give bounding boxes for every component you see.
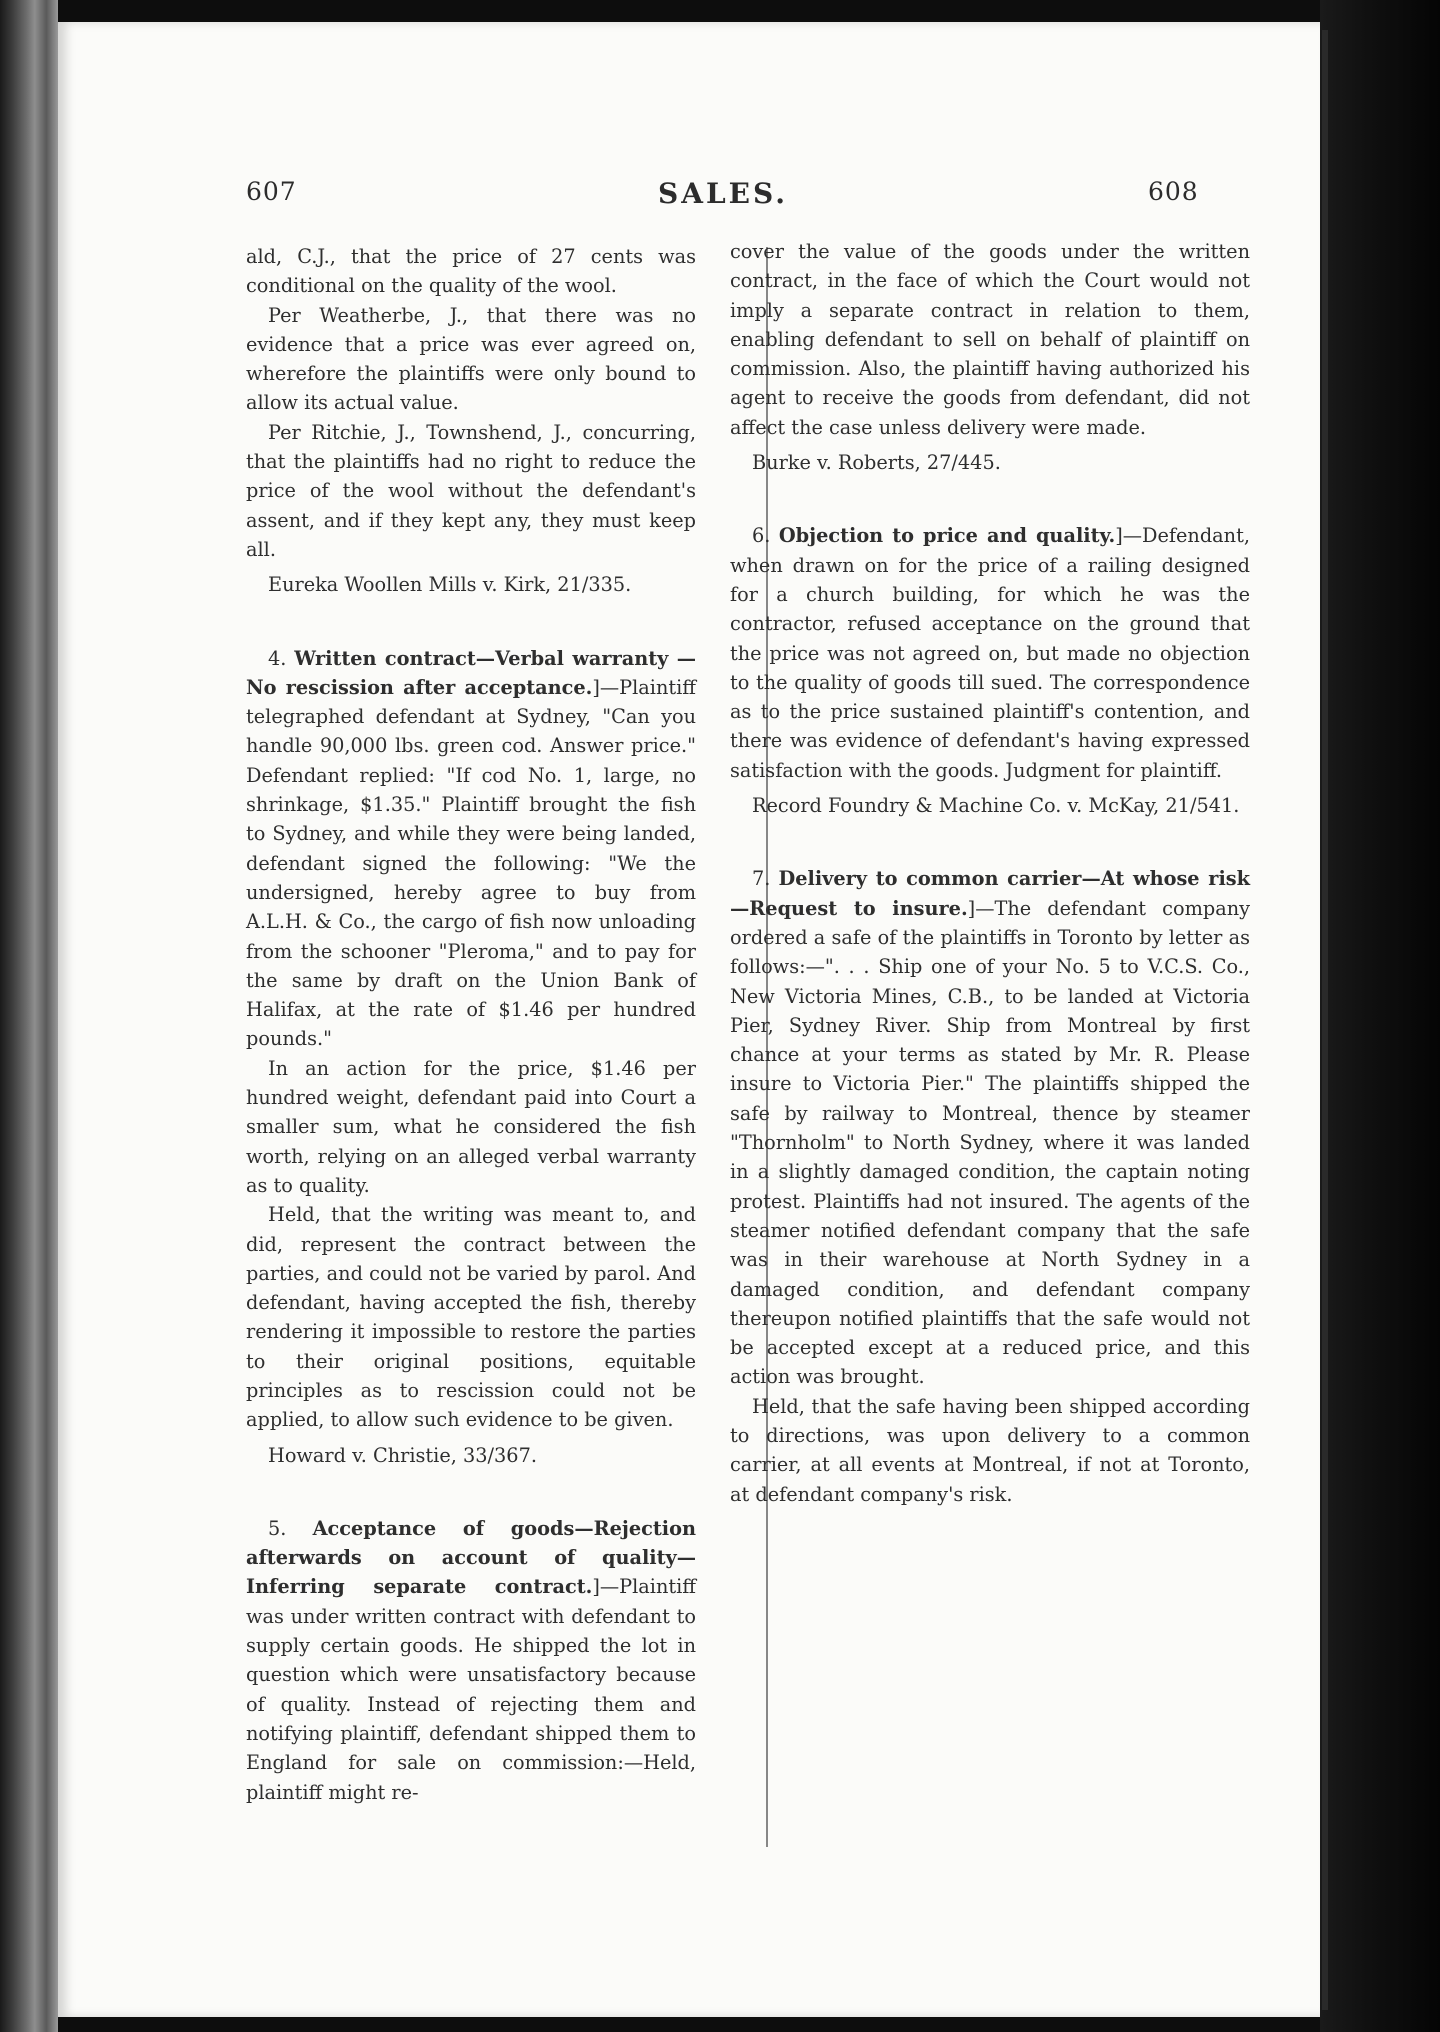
case-heading: Acceptance of goods—Rejection afterwards on account of quality—Inferring separate contract.: [246, 1516, 696, 1599]
case-entry: [730, 521, 1250, 785]
paragraph: cover the value of the goods under the written contract, in the face of which the Court would not imply a separate contract in relation to them, enabling defendant to sell on behalf of plaintiff on commission. Also, the plaintiff having authorized his agent to receive the goods from defendant, did not affect the case unless delivery were made.: [730, 240, 1250, 439]
case-body: ]—Defendant, when drawn on for the price of a railing designed for a church building, for which he was the contractor, refused acceptance on the ground that the price was not agreed on, but made no objection to the quality of goods till sued. The correspondence as to the price sustained plaintiff's contention, and there was evidence of defendant's having expressed satisfaction with the goods. Judgment for plaintiff.: [730, 524, 1250, 782]
book-page: [58, 22, 1320, 2017]
case-number: 5.: [268, 1516, 287, 1540]
case-citation: Record Foundry & Machine Co. v. McKay, 21/541.: [752, 794, 1240, 818]
case-number: 4.: [268, 646, 287, 670]
case-entry: [246, 1514, 696, 1807]
case-entry: [730, 864, 1250, 1391]
case-heading: Objection to price and quality.: [778, 524, 1116, 548]
held-paragraph: Held, that the safe having been shipped according to directions, was upon delivery to a common carrier, at all events at Montreal, if not at Toronto, at defendant company's risk.: [730, 1394, 1250, 1506]
case-entry: [246, 644, 696, 1054]
page-number-left: 607: [246, 177, 297, 206]
left-column: [246, 242, 696, 1807]
case-number: 7.: [752, 867, 771, 891]
case-number: 6.: [752, 524, 771, 548]
case-heading: Written contract—Verbal warranty —No rescission after acceptance.: [246, 646, 696, 699]
paragraph: In an action for the price, $1.46 per hundred weight, defendant paid into Court a smaller sum, what he considered the fish worth, relying on an alleged verbal warranty as to quality.: [246, 1056, 696, 1197]
case-body: ]—The defendant company ordered a safe of the plaintiffs in Toronto by letter as follows:—". . . Ship one of your No. 5 to V.C.S. Co., New Victoria Mines, C.B., to be landed at Victoria Pier, Sydney River. Ship from Montreal by first chance at your terms as stated by Mr. R. Please insure to Victoria Pier." The plaintiffs shipped the safe by railway to Montreal, thence by steamer "Thornholm" to North Sydney, where it was landed in a slightly damaged condition, the captain noting protest. Plaintiffs had not insured. The agents of the steamer notified defendant company that the safe was in their warehouse at North Sydney in a damaged condition, and defendant company thereupon notified plaintiffs that the safe would not be accepted except at a reduced price, and this action was brought.: [730, 896, 1250, 1389]
case-heading: Delivery to common carrier—At whose risk—Request to insure.: [730, 867, 1250, 920]
book-spine: [0, 0, 58, 2032]
case-body: ]—Plaintiff telegraphed defendant at Sydney, "Can you handle 90,000 lbs. green cod. Answer price." Defendant replied: "If cod No. 1, large, no shrinkage, $1.35." Plaintiff brought the fish to Sydney, and while they were being landed, defendant signed the following: "We the undersigned, hereby agree to buy from A.L.H. & Co., the cargo of fish now unloading from the schooner "Pleroma," and to pay for the same by draft on the Union Bank of Halifax, at the rate of $1.46 per hundred pounds.": [246, 675, 696, 1051]
page-number-right: 608: [1148, 177, 1199, 206]
case-body: ]—Plaintiff was under written contract with defendant to supply certain goods. He shipped the lot in question which were unsatisfactory because of quality. Instead of rejecting them and notifying plaintiff, defendant shipped them to England for sale on commission:—Held, plaintiff might re-: [246, 1575, 696, 1804]
paragraph: Per Weatherbe, J., that there was no evidence that a price was ever agreed on, wherefore the plaintiffs were only bound to allow its actual value.: [246, 303, 696, 415]
case-citation: Eureka Woollen Mills v. Kirk, 21/335.: [268, 573, 632, 597]
held-paragraph: Held, that the writing was meant to, and did, represent the contract between the parties, and could not be varied by parol. And defendant, having accepted the fish, thereby rendering it impossible to restore the parties to their original positions, equitable principles as to rescission could not be applied, to allow such evidence to be given.: [246, 1203, 696, 1432]
page-gutter: [1322, 30, 1328, 2010]
facing-page-edge: [1320, 0, 1440, 2032]
paragraph: Per Ritchie, J., Townshend, J., concurring, that the plaintiffs had no right to reduce the price of the wool without the defendant's assent, and if they kept any, they must keep all.: [246, 420, 696, 561]
paragraph: ald, C.J., that the price of 27 cents was conditional on the quality of the wool.: [246, 245, 696, 298]
right-column: [730, 237, 1250, 1509]
case-citation: Howard v. Christie, 33/367.: [268, 1443, 537, 1467]
page-title: SALES.: [658, 177, 788, 210]
case-citation: Burke v. Roberts, 27/445.: [752, 451, 1001, 475]
running-header: [58, 177, 1320, 217]
